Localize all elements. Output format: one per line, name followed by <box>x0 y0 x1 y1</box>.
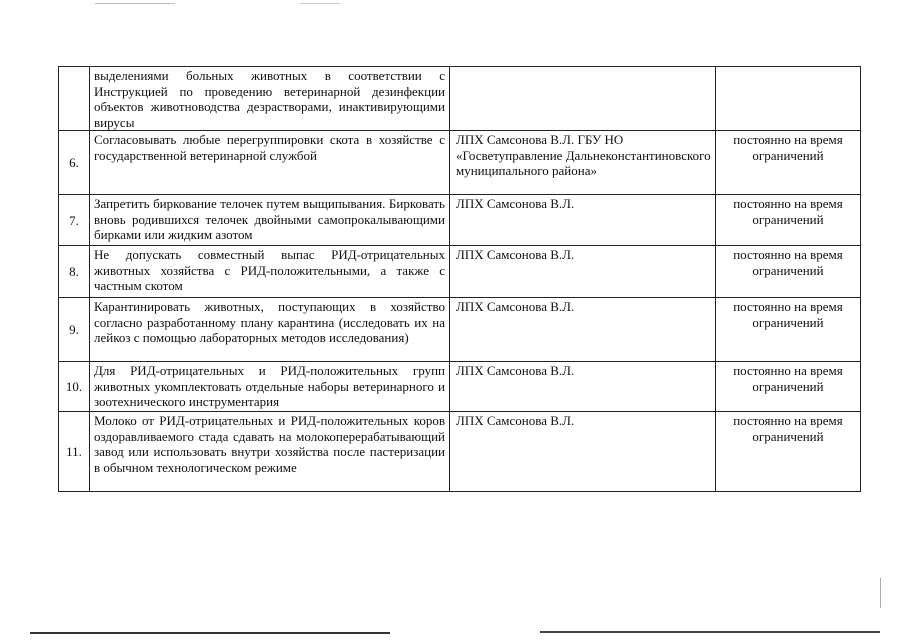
scan-artifact <box>300 3 340 4</box>
table-row <box>59 246 861 298</box>
row-number: 6. <box>59 131 90 195</box>
row-number: 9. <box>59 298 90 362</box>
row-action: Согласовывать любые перегруппировки скота в хозяйстве с государственной ветеринарной службой <box>90 131 450 195</box>
row-number <box>59 67 90 131</box>
scan-artifact <box>30 632 390 634</box>
row-action: Для РИД-отрицательных и РИД-положительных групп животных укомплектовать отдельные наборы ветеринарного и зоотехнического инструментария <box>90 362 450 412</box>
table-row <box>59 298 861 362</box>
row-term: постоянно на время ограничений <box>716 246 861 298</box>
row-term <box>716 67 861 131</box>
scan-artifact <box>880 578 881 608</box>
row-responsible: ЛПХ Самсонова В.Л. <box>450 298 716 362</box>
table-row <box>59 195 861 246</box>
row-term: постоянно на время ограничений <box>716 298 861 362</box>
table-row <box>59 412 861 492</box>
scan-artifact <box>540 631 880 633</box>
row-responsible <box>450 67 716 131</box>
measures-table <box>58 66 861 492</box>
table-row <box>59 131 861 195</box>
row-term: постоянно на время ограничений <box>716 131 861 195</box>
row-action: выделениями больных животных в соответствии с Инструкцией по проведению ветеринарной дезинфекции объектов животноводства дезрастворами, инактивирующими вирусы <box>90 67 450 131</box>
scan-artifact <box>95 3 175 4</box>
table-row <box>59 67 861 131</box>
row-action: Карантинировать животных, поступающих в хозяйство согласно разработанному плану карантина (исследовать их на лейкоз с помощью лабораторных методов исследования) <box>90 298 450 362</box>
row-responsible: ЛПХ Самсонова В.Л. <box>450 412 716 492</box>
row-term: постоянно на время ограничений <box>716 362 861 412</box>
row-number: 10. <box>59 362 90 412</box>
row-responsible: ЛПХ Самсонова В.Л. ГБУ НО «Госветуправление Дальнеконстантиновского муниципального района» <box>450 131 716 195</box>
row-action: Не допускать совместный выпас РИД-отрицательных животных хозяйства с РИД-положительными, а также с частным скотом <box>90 246 450 298</box>
row-term: постоянно на время ограничений <box>716 412 861 492</box>
row-action: Молоко от РИД-отрицательных и РИД-положительных коров оздоравливаемого стада сдавать на молокоперерабатывающий завод или использовать внутри хозяйства после пастеризации в обычном технологическом режиме <box>90 412 450 492</box>
row-number: 7. <box>59 195 90 246</box>
row-responsible: ЛПХ Самсонова В.Л. <box>450 246 716 298</box>
row-responsible: ЛПХ Самсонова В.Л. <box>450 362 716 412</box>
row-number: 8. <box>59 246 90 298</box>
row-term: постоянно на время ограничений <box>716 195 861 246</box>
table-row <box>59 362 861 412</box>
row-number: 11. <box>59 412 90 492</box>
row-action: Запретить биркование телочек путем выщипывания. Бирковать вновь родившихся телочек двойными самопрокалывающими бирками или жидким азотом <box>90 195 450 246</box>
row-responsible: ЛПХ Самсонова В.Л. <box>450 195 716 246</box>
